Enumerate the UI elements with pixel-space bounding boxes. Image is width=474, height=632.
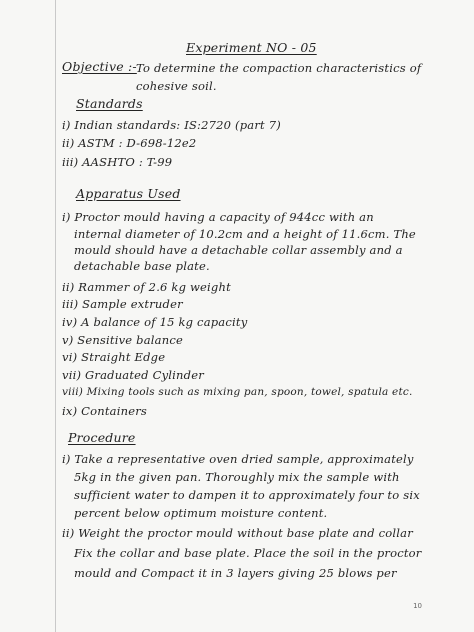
procedure-line-6: Fix the collar and base plate. Place the soil in the proctor: [74, 546, 422, 560]
apparatus-line-12: ix) Containers: [62, 404, 148, 418]
apparatus-line-7: iv) A balance of 15 kg capacity: [62, 315, 248, 329]
apparatus-line-8: v) Sensitive balance: [62, 333, 183, 347]
procedure-heading: Procedure: [68, 430, 136, 445]
procedure-line-7: mould and Compact it in 3 layers giving 25 blows per: [74, 566, 397, 580]
procedure-line-4: percent below optimum moisture content.: [74, 506, 328, 520]
procedure-line-5: ii) Weight the proctor mould without base plate and collar: [62, 526, 413, 540]
experiment-title: Experiment NO - 05: [186, 40, 317, 55]
apparatus-heading: Apparatus Used: [76, 186, 181, 201]
standard-item-2: ii) ASTM : D-698-12e2: [62, 136, 197, 150]
apparatus-line-5: ii) Rammer of 2.6 kg weight: [62, 280, 231, 294]
standards-heading: Standards: [76, 96, 143, 111]
apparatus-line-1: i) Proctor mould having a capacity of 944cc with an: [62, 210, 374, 224]
apparatus-line-10: vii) Graduated Cylinder: [62, 368, 204, 382]
procedure-line-2: 5kg in the given pan. Thoroughly mix the sample with: [74, 470, 400, 484]
objective-text-line-1: To determine the compaction characteristics of: [136, 61, 422, 75]
margin-line: [55, 0, 56, 632]
standard-item-1: i) Indian standards: IS:2720 (part 7): [62, 118, 281, 132]
apparatus-line-2: internal diameter of 10.2cm and a height of 11.6cm. The: [74, 227, 416, 241]
objective-text-line-2: cohesive soil.: [136, 79, 217, 93]
apparatus-line-4: detachable base plate.: [74, 259, 210, 273]
standard-item-3: iii) AASHTO : T-99: [62, 155, 173, 169]
apparatus-line-6: iii) Sample extruder: [62, 297, 183, 311]
procedure-line-1: i) Take a representative oven dried sample, approximately: [62, 452, 414, 466]
apparatus-line-11: viii) Mixing tools such as mixing pan, spoon, towel, spatula etc.: [62, 386, 413, 398]
corner-mark: 10: [413, 602, 422, 610]
objective-label: Objective :-: [62, 59, 137, 74]
procedure-line-3: sufficient water to dampen it to approximately four to six: [74, 488, 420, 502]
apparatus-line-9: vi) Straight Edge: [62, 350, 166, 364]
apparatus-line-3: mould should have a detachable collar assembly and a: [74, 243, 403, 257]
